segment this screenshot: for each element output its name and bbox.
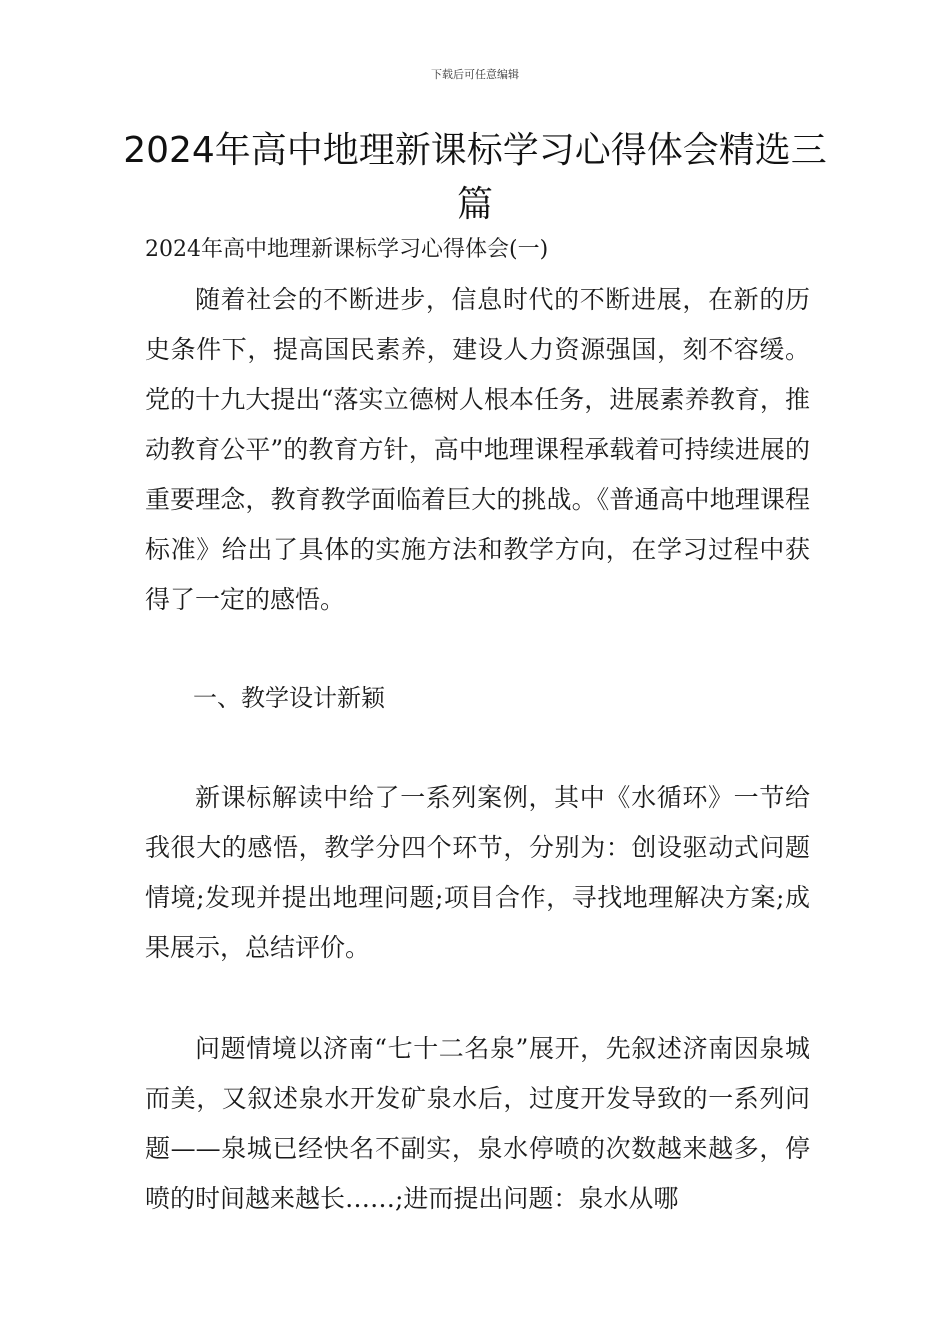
paragraph-scenario: 问题情境以济南“七十二名泉”展开，先叙述济南因泉城而美，又叙述泉水开发矿泉水后，过度开发导致的一系列问题——泉城已经快名不副实，泉水停喷的次数越来越多，停喷的时间越来越长……;进而提出问题：泉水从哪	[145, 1034, 810, 1213]
document-title: 2024年高中地理新课标学习心得体会精选三篇	[123, 130, 827, 225]
subtitle: 2024年高中地理新课标学习心得体会(一)	[145, 237, 549, 262]
paragraph-case: 新课标解读中给了一系列案例，其中《水循环》一节给我很大的感悟，教学分四个环节，分别为：创设驱动式问题情境;发现并提出地理问题;项目合作，寻找地理解决方案;成果展示，总结评价。	[145, 783, 810, 962]
section-heading: 一、教学设计新颖	[193, 684, 385, 712]
header-note: 下载后可任意编辑	[431, 68, 519, 81]
paragraph-intro: 随着社会的不断进步，信息时代的不断进展，在新的历史条件下，提高国民素养，建设人力资源强国，刻不容缓。党的十九大提出“落实立德树人根本任务，进展素养教育，推动教育公平”的教育方针，高中地理课程承载着可持续进展的重要理念，教育教学面临着巨大的挑战。《普通高中地理课程标准》给出了具体的实施方法和教学方向，在学习过程中获得了一定的感悟。	[145, 285, 810, 614]
